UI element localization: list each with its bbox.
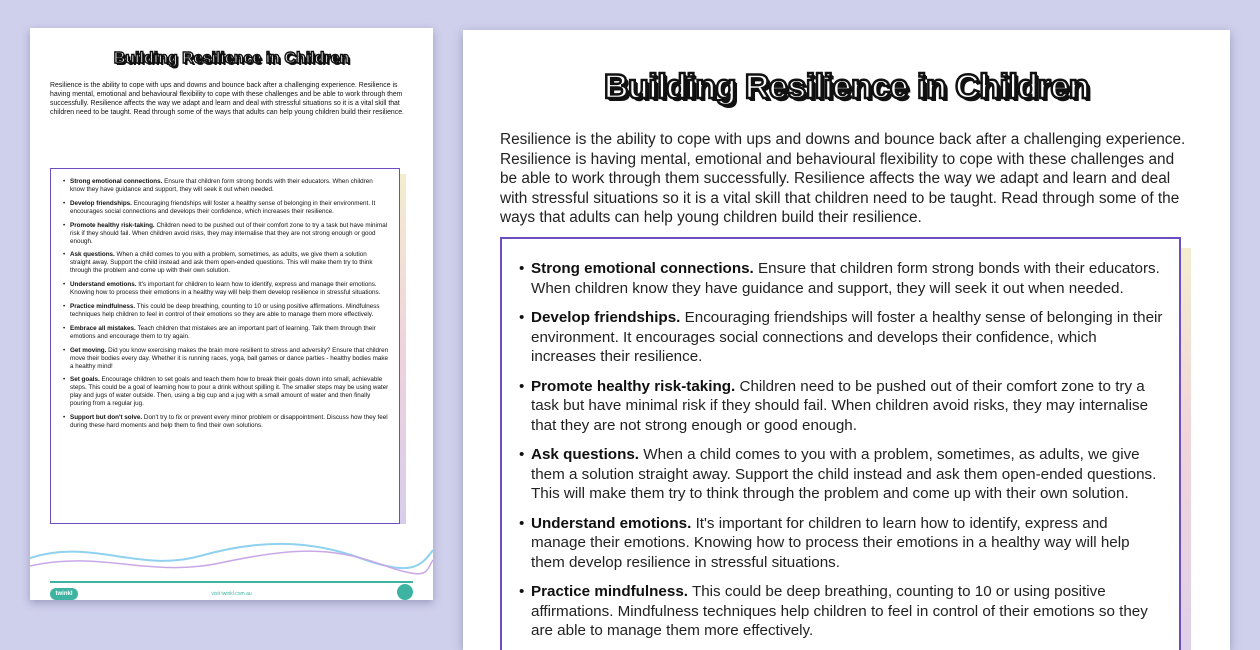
list-item: • Ask questions. When a child comes to you with a problem, sometimes, as adults, we give them a solution straight away. Support the child instead and ask them open-ended questions. This will make them try to think through the problem and come up with their own solution. bbox=[519, 445, 1163, 504]
thumbnail-tips-box bbox=[50, 168, 400, 524]
thumbnail-intro: Resilience is the ability to cope with ups and downs and bounce back after a challenging experience. Resilience is having mental, emotional and behavioural flexibility to cope with these challenges and be able to work through them successfully. Resilience affects the way we adapt and learn and deal with stressful situations so it is a vital skill that children need to be taught. Read through some of the ways that adults can help young children build their resilience. bbox=[50, 82, 404, 116]
list-item: • Promote healthy risk-taking. Children need to be pushed out of their comfort zone to try a task but have minimal risk if they should fail. When children avoid risks, they may internalise that they are not strong enough or good enough. bbox=[519, 377, 1163, 436]
list-item: • Strong emotional connections. Ensure that children form strong bonds with their educators. When children know they have guidance and support, they will seek it out when needed. bbox=[519, 259, 1163, 298]
decorative-wave bbox=[30, 528, 433, 588]
list-item: • Promote healthy risk-taking. Children need to be pushed out of their comfort zone to try a task but have minimal risk if they should fail. When children avoid risks, they may internalise that they are not strong enough or good enough. bbox=[63, 222, 389, 246]
list-item: • Practice mindfulness. This could be deep breathing, counting to 10 or using positive affirmations. Mindfulness techniques help children to feel in control of their emotions so they are able to manage them more effectively. bbox=[519, 582, 1163, 641]
intro-paragraph: Resilience is the ability to cope with ups and downs and bounce back after a challenging experience. Resilience is having mental, emotional and behavioural flexibility to cope with these challenges and be able to work through them successfully. Resilience affects the way we adapt and learn and deal with stressful situations so it is a vital skill that children need to be taught. Read through some of the ways that adults can help young children build their resilience. bbox=[500, 131, 1186, 226]
list-item: • Embrace all mistakes. Teach children that mistakes are an important part of learning. Talk them through their emotions and encourage them to try again. bbox=[63, 325, 389, 341]
list-item: • Understand emotions. It's important for children to learn how to identify, express and manage their emotions. Knowing how to process their emotions in a healthy way will help them develop resilience in stressful situations. bbox=[519, 514, 1163, 573]
list-item: • Strong emotional connections. Ensure that children form strong bonds with their educators. When children know they have guidance and support, they will seek it out when needed. bbox=[63, 178, 389, 194]
thumbnail-page bbox=[30, 28, 433, 600]
list-item: • Practice mindfulness. This could be deep breathing, counting to 10 or using positive affirmations. Mindfulness techniques help children to feel in control of their emotions so they are able to manage them more effectively. bbox=[63, 303, 389, 319]
page-title: Building Resilience in Children bbox=[603, 68, 1090, 106]
tips-list bbox=[519, 259, 1163, 641]
badge-icon bbox=[397, 584, 413, 600]
thumbnail-tips-list bbox=[63, 178, 389, 430]
list-item: • Develop friendships. Encouraging friendships will foster a healthy sense of belonging in their environment. It encourages social connections and develops their confidence, which increases their resilience. bbox=[63, 200, 389, 216]
footer-url: visit twinkl.com.au bbox=[211, 591, 252, 597]
thumbnail-title: Building Resilience in Children bbox=[113, 50, 350, 67]
zoomed-page bbox=[463, 30, 1230, 650]
list-item: • Develop friendships. Encouraging friendships will foster a healthy sense of belonging in their environment. It encourages social connections and develops their confidence, which increases their resilience. bbox=[519, 308, 1163, 367]
list-item: • Set goals. Encourage children to set goals and teach them how to break their goals down into small, achievable steps. This could be a goal of learning how to pour a drink without spilling it. The smaller steps may be using water play and jugs of water outside. Then, using a big cup and a jug with a small amount of water and then finally pouring from a regular jug. bbox=[63, 376, 389, 408]
list-item: • Understand emotions. It's important for children to learn how to identify, express and manage their emotions. Knowing how to process their emotions in a healthy way will help them develop resilience in stressful situations. bbox=[63, 281, 389, 297]
list-item: • Get moving. Did you know exercising makes the brain more resilient to stress and adversity? Ensure that children move their bodies every day. Whether it is running races, yoga, ball games or dance parties - healthy bodies make a healthy mind! bbox=[63, 347, 389, 371]
list-item: • Support but don't solve. Don't try to fix or prevent every minor problem or disappointment. Discuss how they feel during these hard moments and help them to find their own solutions. bbox=[63, 414, 389, 430]
footer-divider bbox=[50, 581, 413, 583]
twinkl-logo: twinkl bbox=[50, 588, 78, 600]
list-item: • Ask questions. When a child comes to you with a problem, sometimes, as adults, we give them a solution straight away. Support the child instead and ask them open-ended questions. This will make them try to think through the problem and come up with their own solution. bbox=[63, 251, 389, 275]
tips-box bbox=[500, 237, 1181, 650]
